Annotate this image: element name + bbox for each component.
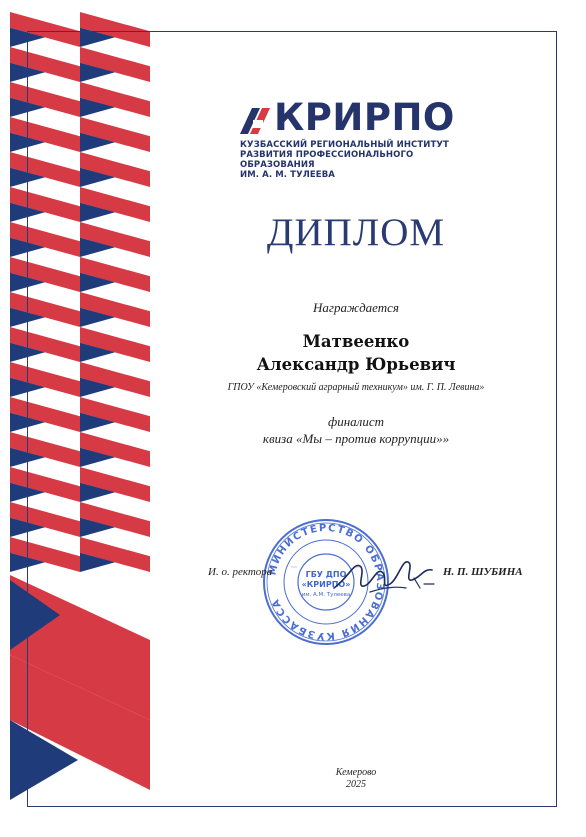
stamp-center-line2: «КРИРПО»: [301, 580, 351, 589]
diploma-title: ДИПЛОМ: [266, 211, 446, 254]
logo-subtitle-line: КУЗБАССКИЙ РЕГИОНАЛЬНЫЙ ИНСТИТУТ: [240, 140, 449, 150]
krirpo-logo: [240, 96, 470, 180]
recipient-surname: Матвеенко: [302, 332, 410, 351]
signatory-role: И. о. ректора: [208, 566, 273, 578]
recipient-given-names: Александр Юрьевич: [256, 355, 456, 374]
footer-year: 2025: [346, 779, 366, 790]
recipient-name: [186, 330, 526, 376]
signatory-name: Н. П. ШУБИНА: [443, 566, 523, 578]
awarded-label: Награждается: [313, 300, 399, 315]
stamp-center-line1: ГБУ ДПО: [305, 570, 347, 579]
stamp-center-line3: им. А.М. Тулеева: [301, 592, 351, 598]
achievement: [186, 413, 526, 447]
stamp-outer-text: МИНИСТЕРСТВО ОБРАЗОВАНИЯ КУЗБАССА: [267, 522, 386, 642]
footer-city: Кемерово: [335, 767, 377, 778]
handwritten-signature: [330, 548, 440, 603]
logo-wordmark: КРИРПО: [274, 96, 455, 139]
logo-subtitle-line: ИМ. А. М. ТУЛЕЕВА: [240, 170, 335, 180]
recipient-organization: ГПОУ «Кемеровский аграрный техникум» им. Г. П. Левина»: [227, 382, 485, 393]
logo-subtitle: [240, 140, 470, 180]
event-name: квиза «Мы – против коррупции»»: [262, 431, 450, 446]
logo-subtitle-line: РАЗВИТИЯ ПРОФЕССИОНАЛЬНОГО ОБРАЗОВАНИЯ: [240, 150, 414, 170]
footer-place-date: [286, 767, 426, 791]
achievement-status: финалист: [327, 414, 384, 429]
logo-mark-icon: [240, 104, 272, 136]
